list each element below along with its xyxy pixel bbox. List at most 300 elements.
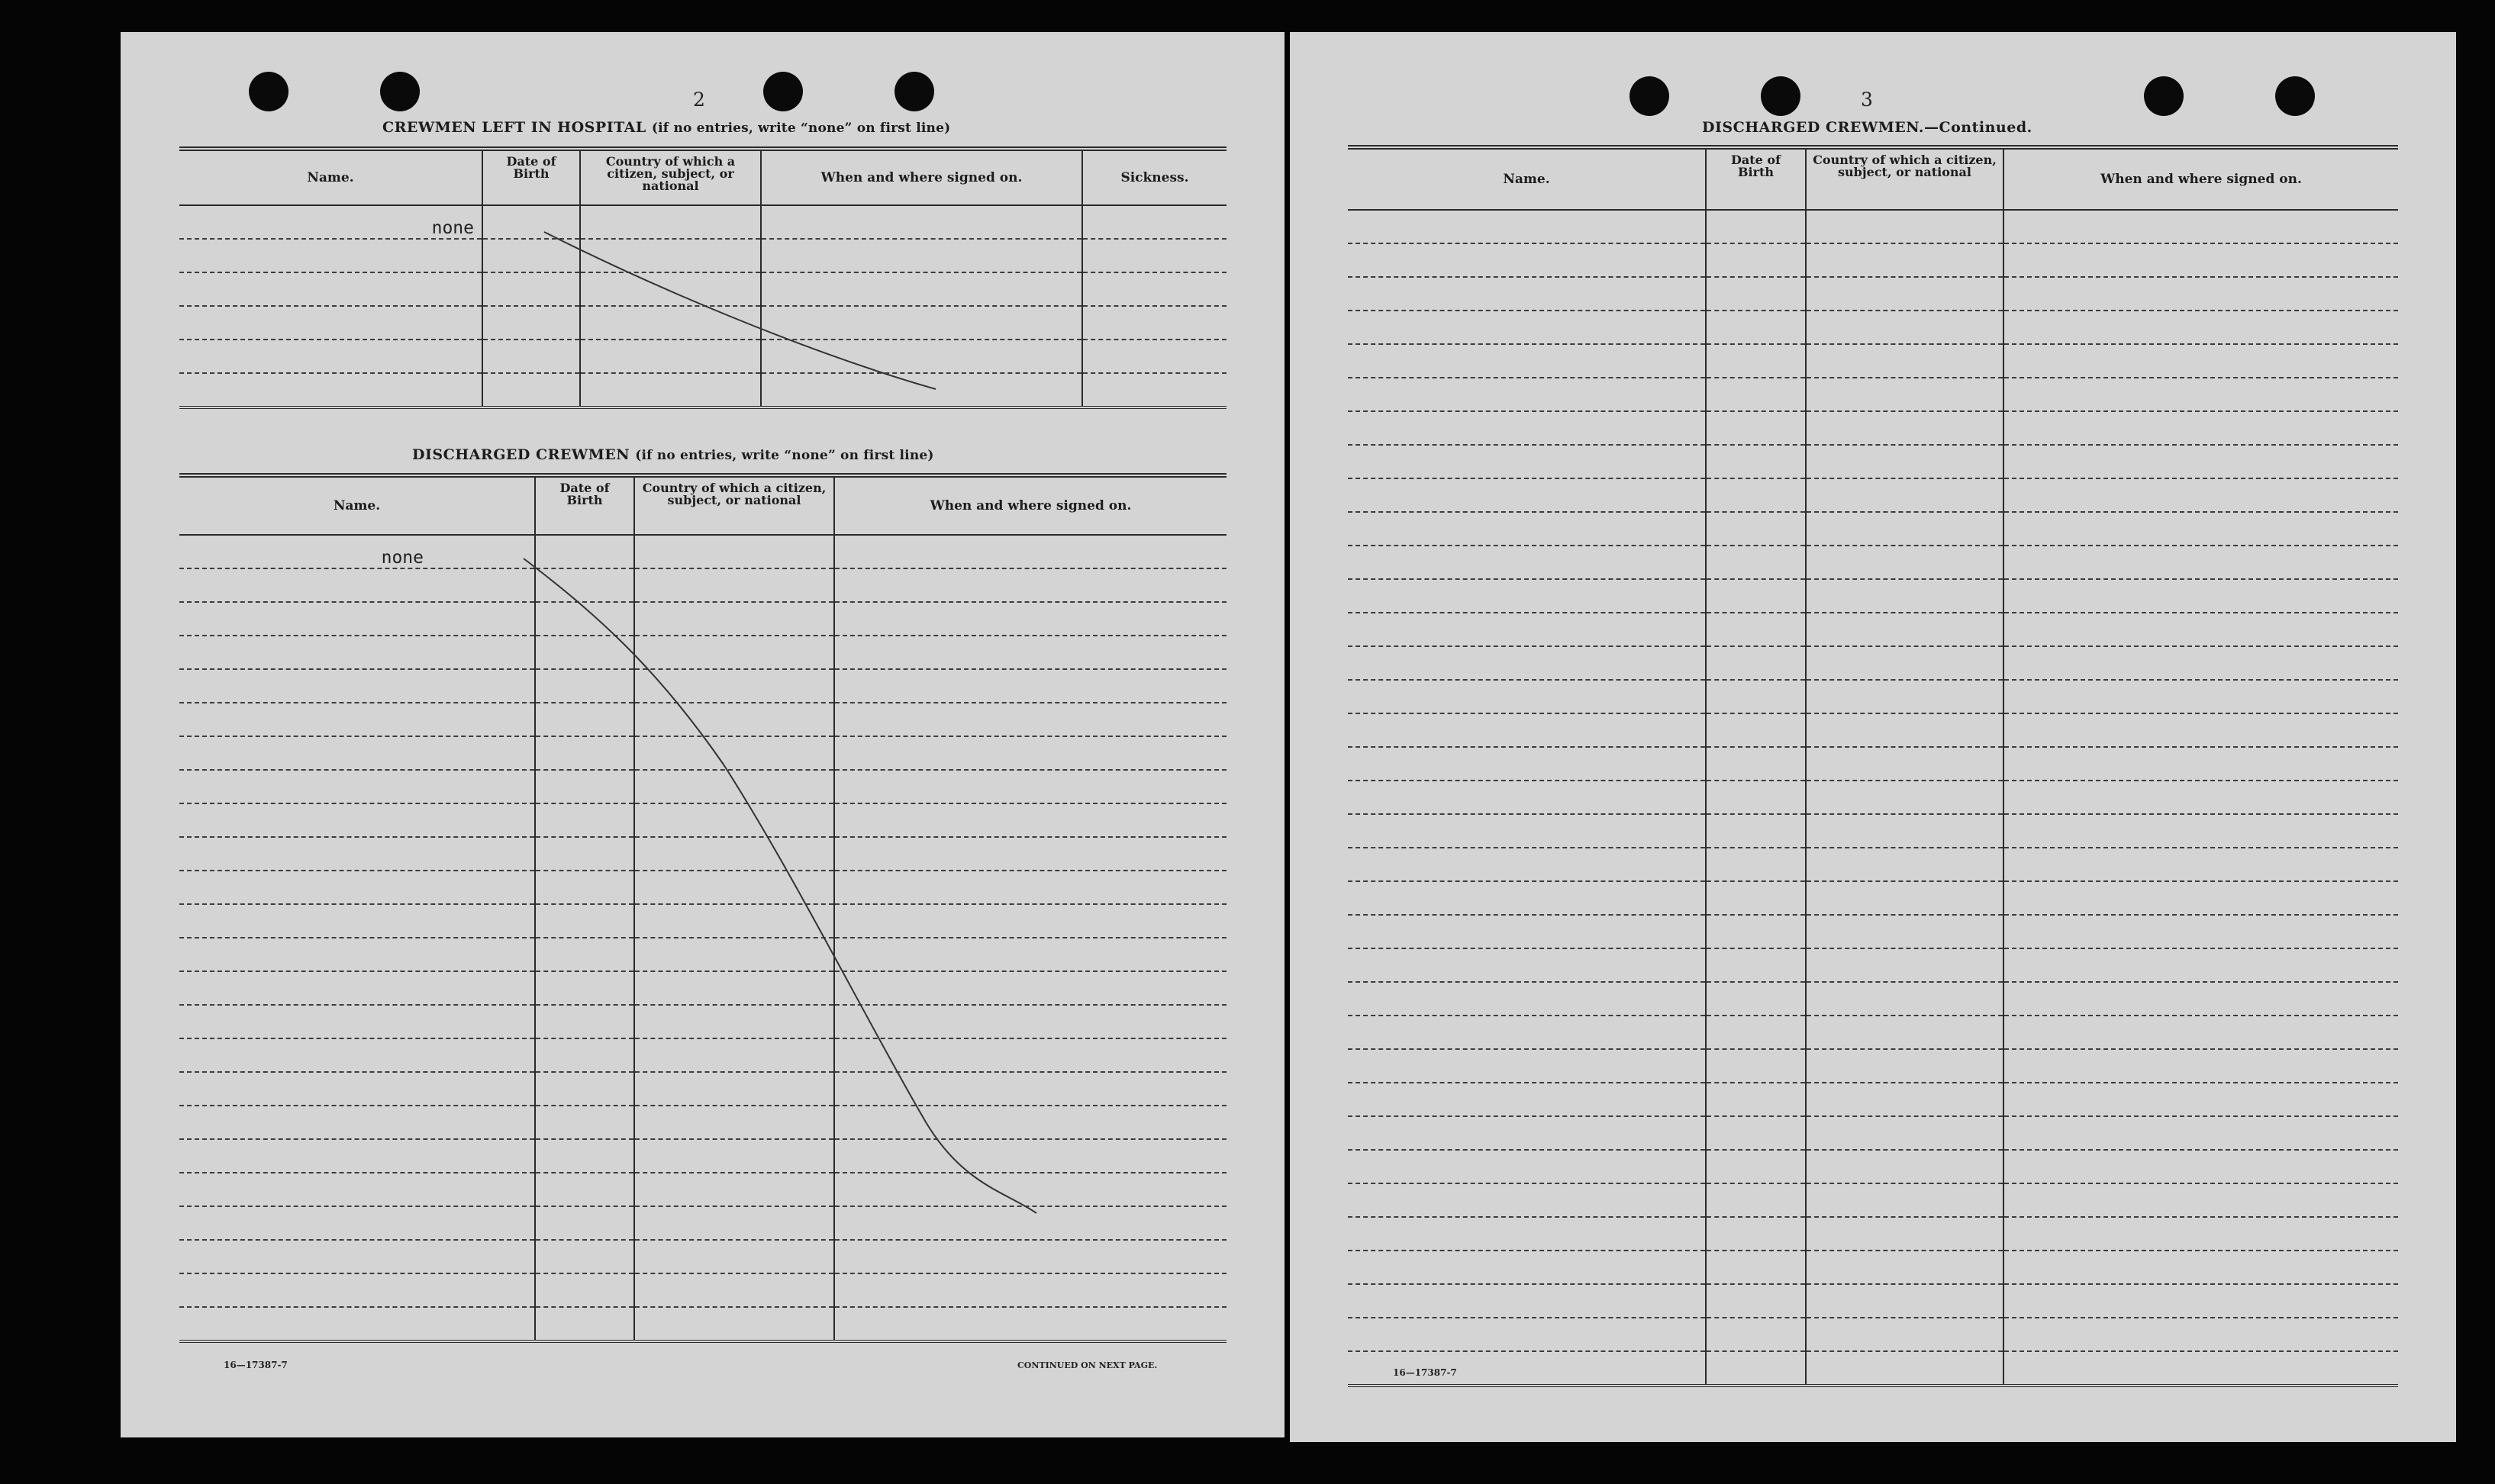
table-cell [834,736,1227,770]
table-cell [634,703,834,736]
table-cell [1706,311,1806,344]
table-cell [535,703,634,736]
table-cell [761,239,1082,272]
table-row [1348,1150,2398,1183]
table-cell [1806,1217,2003,1251]
table-row [1348,948,2398,982]
table-cell [535,1038,634,1072]
table-row [179,340,1227,373]
discharged-table [179,473,1227,1343]
table-cell [2003,680,2398,713]
table-cell [1348,781,1706,814]
table-cell [1806,311,2003,344]
table-cell [834,636,1227,669]
column-header-date-of-birth: Date of Birth [535,475,634,535]
table-row [179,272,1227,306]
table-cell [1348,311,1706,344]
table-row [1348,344,2398,378]
table-cell [580,205,761,239]
table-row [179,971,1227,1005]
table-cell [2003,848,2398,881]
table-cell [1082,340,1227,373]
table-row [1348,243,2398,277]
table-cell [1706,848,1806,881]
table-row [1348,781,2398,814]
table-cell [1348,243,1706,277]
table-cell [2003,344,2398,378]
table-cell [2003,1351,2398,1386]
table-cell [1348,613,1706,646]
table-cell [634,568,834,602]
table-cell [834,1139,1227,1173]
table-row [1348,512,2398,546]
table-cell [2003,579,2398,613]
column-header-signed-on: When and where signed on. [2003,147,2398,210]
right-page [1290,32,2456,1442]
table-row [1348,1116,2398,1150]
table-cell [535,1273,634,1307]
table-cell [1706,1284,1806,1318]
table-row [1348,478,2398,512]
table-cell [761,306,1082,340]
table-cell [179,1005,535,1038]
table-row [179,1072,1227,1106]
table-cell [1806,982,2003,1016]
table-row [179,1106,1227,1139]
table-row [1348,747,2398,781]
column-header-name: Name. [1348,147,1706,210]
form-number: 16—17387-7 [224,1360,288,1370]
table-cell [179,1139,535,1173]
table-cell [2003,1150,2398,1183]
table-cell [1806,713,2003,747]
discharged-header-row [179,475,1227,535]
table-cell [634,803,834,837]
table-cell [2003,277,2398,311]
table-cell [179,636,535,669]
table-cell [834,1206,1227,1240]
table-cell [1806,210,2003,243]
table-cell [634,837,834,871]
table-cell [535,1106,634,1139]
table-cell [1806,781,2003,814]
table-cell [1348,579,1706,613]
table-row [1348,546,2398,579]
table-cell [2003,311,2398,344]
table-cell [179,272,482,306]
table-row [1348,445,2398,478]
table-row [1348,1251,2398,1284]
table-cell [1348,982,1706,1016]
table-cell [1348,814,1706,848]
table-cell [179,736,535,770]
table-cell [1706,277,1806,311]
table-row [1348,613,2398,646]
table-cell [179,1273,535,1307]
table-cell [1082,373,1227,407]
table-cell [1706,1183,1806,1217]
table-cell [1706,982,1806,1016]
column-header-country: Country of which a citizen, subject, or national [1806,147,2003,210]
table-cell [1706,613,1806,646]
table-cell [2003,210,2398,243]
table-cell [834,770,1227,803]
table-cell [1806,277,2003,311]
table-row [1348,646,2398,680]
table-cell [2003,243,2398,277]
table-cell [1706,445,1806,478]
table-cell [1706,1351,1806,1386]
table-row [1348,713,2398,747]
table-cell [1348,915,1706,948]
table-cell [634,938,834,971]
table-cell [179,938,535,971]
table-cell [535,602,634,636]
table-cell [634,1240,834,1273]
table-cell [834,1307,1227,1341]
table-cell [2003,1116,2398,1150]
table-cell [1706,781,1806,814]
table-row [1348,915,2398,948]
table-cell [2003,982,2398,1016]
table-cell [834,602,1227,636]
table-cell [834,535,1227,568]
table-row [1348,1217,2398,1251]
table-cell [1706,344,1806,378]
table-cell [761,205,1082,239]
table-cell [1706,1251,1806,1284]
table-cell [761,272,1082,306]
table-cell [1348,277,1706,311]
table-cell [179,1206,535,1240]
table-cell [580,373,761,407]
column-header-signed-on: When and where signed on. [834,475,1227,535]
table-row [1348,411,2398,445]
table-cell [1806,1183,2003,1217]
table-cell [1806,1251,2003,1284]
table-cell [482,239,580,272]
table-cell [834,803,1227,837]
table-cell [1706,1318,1806,1351]
table-cell [2003,814,2398,848]
table-cell [1348,1251,1706,1284]
continued-note: CONTINUED ON NEXT PAGE. [1017,1360,1158,1370]
table-cell [2003,1284,2398,1318]
table-row [1348,848,2398,881]
table-cell [1348,378,1706,411]
table-row [179,1038,1227,1072]
table-cell [1806,1318,2003,1351]
column-header-country: Country of which a citizen, subject, or national [634,475,834,535]
table-row [1348,982,2398,1016]
table-cell [535,837,634,871]
table-cell [634,636,834,669]
table-cell [535,669,634,703]
table-cell [482,306,580,340]
table-cell [1806,814,2003,848]
table-row [179,306,1227,340]
table-cell [834,1240,1227,1273]
table-cell [1806,378,2003,411]
table-cell [1806,579,2003,613]
table-cell [634,1206,834,1240]
table-row [179,1206,1227,1240]
table-cell [1348,1049,1706,1083]
table-cell [634,871,834,904]
table-cell [2003,915,2398,948]
discharged-title-text: DISCHARGED CREWMEN [412,446,630,463]
table-cell [482,272,580,306]
table-cell [535,1139,634,1173]
table-cell [1706,646,1806,680]
table-row [1348,311,2398,344]
punch-hole [1629,76,1669,116]
table-cell [535,1240,634,1273]
table-row [1348,1049,2398,1083]
table-cell [1806,243,2003,277]
punch-hole [1761,76,1800,116]
table-cell [179,373,482,407]
table-row [1348,814,2398,848]
table-cell [2003,1251,2398,1284]
column-header-name: Name. [179,475,535,535]
continued-header-row [1348,147,2398,210]
table-cell [179,1173,535,1206]
table-cell [1348,948,1706,982]
table-row [179,1240,1227,1273]
table-cell [535,938,634,971]
table-row [1348,1351,2398,1386]
first-entry-cell: none [179,535,535,568]
table-cell [834,871,1227,904]
form-number: 16—17387-7 [1393,1367,1457,1378]
table-cell [179,1307,535,1341]
table-cell [1348,1217,1706,1251]
table-cell [1806,1083,2003,1116]
table-cell [1082,239,1227,272]
table-cell [834,1106,1227,1139]
table-cell [1806,546,2003,579]
table-cell [1806,848,2003,881]
table-cell [2003,1318,2398,1351]
table-cell [1348,1016,1706,1049]
table-cell [1348,848,1706,881]
table-cell [179,1240,535,1273]
table-cell [2003,948,2398,982]
table-cell [482,205,580,239]
table-cell [2003,1217,2398,1251]
table-row [1348,1318,2398,1351]
table-cell [1348,881,1706,915]
table-cell [2003,1083,2398,1116]
table-cell [1806,915,2003,948]
table-cell [1348,747,1706,781]
table-cell [1348,1183,1706,1217]
table-cell [1348,1116,1706,1150]
table-cell [535,1173,634,1206]
table-cell [634,1173,834,1206]
table-cell [2003,713,2398,747]
table-cell [634,770,834,803]
table-cell [179,1106,535,1139]
punch-hole [249,72,289,111]
discharged-continued-title: DISCHARGED CREWMEN.—Continued. [1702,119,2032,136]
discharged-section-title [412,446,934,463]
table-cell [1806,478,2003,512]
table-row [179,703,1227,736]
punch-hole [2144,76,2184,116]
table-cell [535,904,634,938]
table-cell [1706,243,1806,277]
table-cell [1348,445,1706,478]
table-cell [1706,512,1806,546]
table-cell [1706,546,1806,579]
table-cell [634,971,834,1005]
table-cell [535,636,634,669]
table-cell [1348,680,1706,713]
table-cell [834,568,1227,602]
table-cell [580,306,761,340]
table-cell [634,535,834,568]
table-cell [179,803,535,837]
table-cell [1706,680,1806,713]
table-cell [834,1038,1227,1072]
table-cell [580,239,761,272]
table-cell [1806,747,2003,781]
column-header-sickness: Sickness. [1082,149,1227,205]
punch-hole [763,72,803,111]
table-cell [1706,210,1806,243]
table-cell [634,669,834,703]
table-cell [179,306,482,340]
table-cell [834,1173,1227,1206]
table-cell [179,669,535,703]
table-row [179,1307,1227,1341]
table-cell [179,1072,535,1106]
page-number: 3 [1861,89,1873,111]
punch-hole [380,72,420,111]
table-cell [834,1005,1227,1038]
table-cell [1082,272,1227,306]
table-cell [1348,1083,1706,1116]
table-cell [535,568,634,602]
table-cell [761,340,1082,373]
table-cell [535,770,634,803]
table-cell [1706,378,1806,411]
left-page [121,32,1285,1437]
table-row [1348,1083,2398,1116]
table-cell [634,1005,834,1038]
table-cell [834,938,1227,971]
table-row [179,1139,1227,1173]
table-row [1348,277,2398,311]
table-cell [834,1273,1227,1307]
table-cell [179,568,535,602]
table-cell [179,1038,535,1072]
table-cell [535,535,634,568]
table-row [179,770,1227,803]
table-cell [634,602,834,636]
table-cell [1806,445,2003,478]
table-cell [535,1005,634,1038]
table-cell [1806,1049,2003,1083]
table-cell [1706,1116,1806,1150]
table-cell [1348,546,1706,579]
table-cell [179,971,535,1005]
table-row [179,535,1227,568]
table-row [179,239,1227,272]
table-cell [834,1072,1227,1106]
table-cell [1706,478,1806,512]
table-cell [179,770,535,803]
table-row [179,1173,1227,1206]
page-number: 2 [693,89,705,111]
table-cell [1706,747,1806,781]
table-cell [482,373,580,407]
table-cell [1806,646,2003,680]
table-cell [1348,646,1706,680]
table-cell [1806,881,2003,915]
table-cell [2003,781,2398,814]
table-cell [1806,344,2003,378]
table-cell [1806,1284,2003,1318]
table-cell [1806,512,2003,546]
table-cell [2003,1049,2398,1083]
table-cell [179,904,535,938]
table-cell [2003,478,2398,512]
column-header-date-of-birth: Date of Birth [482,149,580,205]
table-cell [634,904,834,938]
table-cell [535,803,634,837]
table-cell [580,272,761,306]
table-cell [2003,378,2398,411]
table-row [179,373,1227,407]
table-cell [2003,512,2398,546]
table-row [1348,881,2398,915]
table-cell [1082,205,1227,239]
table-cell [535,1206,634,1240]
table-row [1348,210,2398,243]
table-row [179,669,1227,703]
table-row [1348,1016,2398,1049]
table-row [1348,1284,2398,1318]
table-cell [2003,881,2398,915]
table-cell [834,669,1227,703]
table-cell [535,1307,634,1341]
table-row [179,736,1227,770]
table-cell [2003,747,2398,781]
table-cell [1706,1083,1806,1116]
table-cell [834,703,1227,736]
table-row [1348,579,2398,613]
table-cell [179,703,535,736]
table-cell [1348,344,1706,378]
punch-hole [2275,76,2315,116]
table-row [179,602,1227,636]
table-cell [1806,1150,2003,1183]
table-cell [535,871,634,904]
table-row [179,205,1227,239]
table-cell [1706,1049,1806,1083]
hospital-title-text: CREWMEN LEFT IN HOSPITAL [382,119,646,136]
table-cell [634,1139,834,1173]
table-row [179,568,1227,602]
table-cell [179,871,535,904]
column-header-name: Name. [179,149,482,205]
table-cell [1806,1016,2003,1049]
table-cell [2003,411,2398,445]
table-cell [1706,579,1806,613]
